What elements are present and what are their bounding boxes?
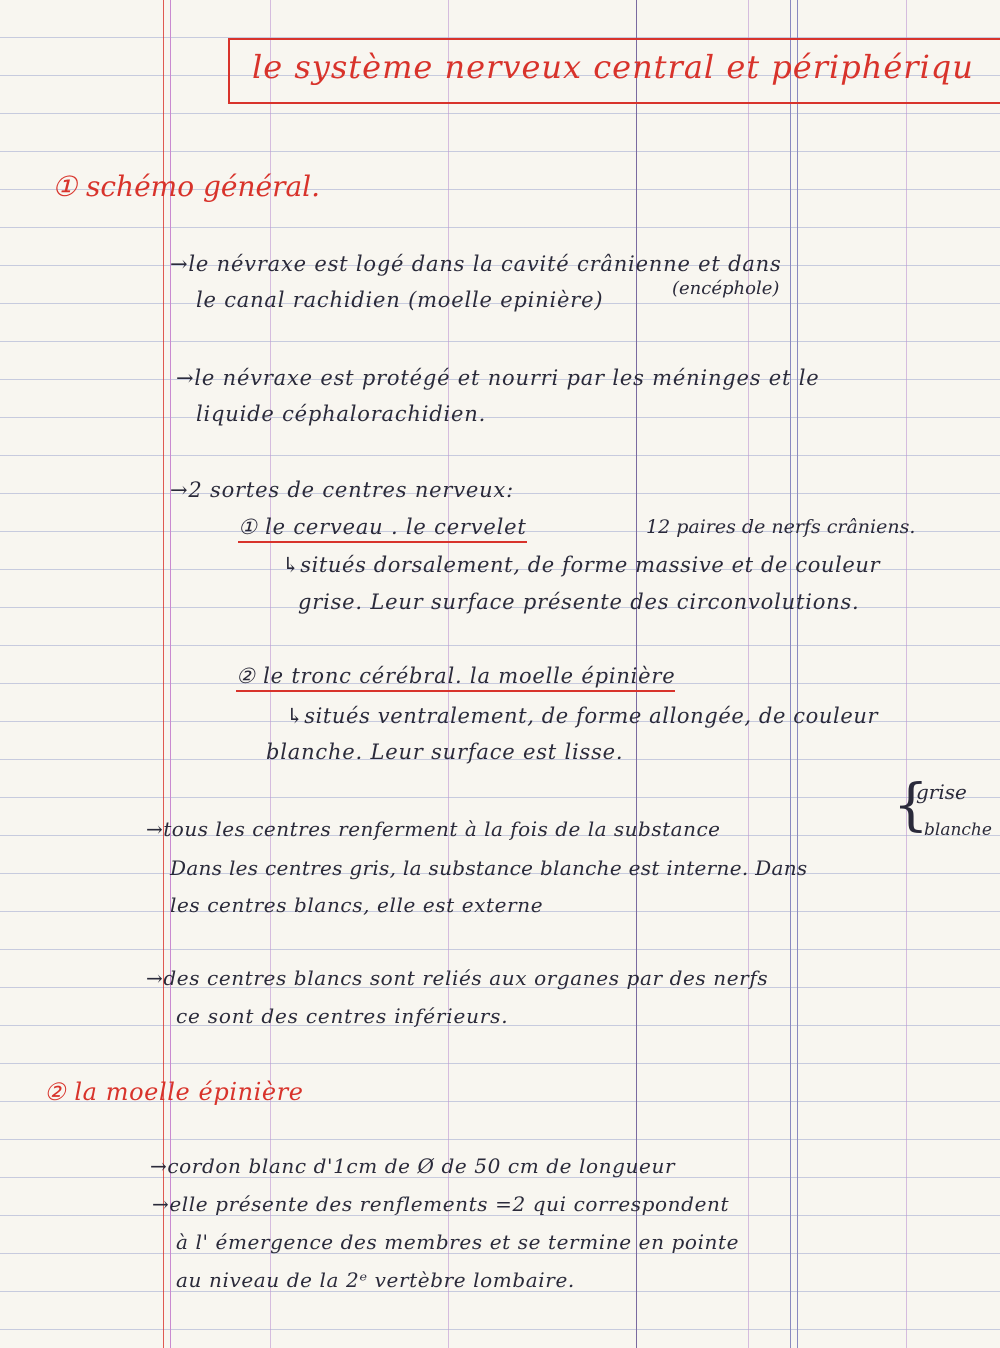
note-line: ↳situés dorsalement, de forme massive et de couleur <box>282 553 881 577</box>
page-title: le système nerveux central et périphériqu <box>252 48 974 86</box>
section-heading-2: ② la moelle épinière <box>44 1078 304 1106</box>
note-line: 12 paires de nerfs crâniens. <box>646 516 916 538</box>
section-heading-1: ① schémo général. <box>52 170 320 203</box>
ruling-line <box>790 0 791 1348</box>
note-line: →elle présente des renflements =2 qui correspondent <box>152 1192 730 1216</box>
note-annotation: (encéphole) <box>672 278 780 299</box>
note-line: Dans les centres gris, la substance blanche est interne. Dans <box>170 856 808 880</box>
note-line: blanche. Leur surface est lisse. <box>266 740 624 764</box>
ruling-line <box>748 0 749 1348</box>
note-line: les centres blancs, elle est externe <box>170 893 544 917</box>
note-line: ↳situés ventralement, de forme allongée, de couleur <box>286 704 879 728</box>
note-line: blanche <box>924 820 992 840</box>
note-line: à l' émergence des membres et se termine en pointe <box>176 1230 740 1254</box>
ruling-line <box>906 0 907 1348</box>
brace-symbol: { <box>893 773 929 838</box>
note-line: au niveau de la 2ᵉ vertèbre lombaire. <box>176 1268 575 1292</box>
note-line: →le névraxe est logé dans la cavité crânienne et dans <box>170 252 782 276</box>
note-line: grise <box>916 780 967 804</box>
note-line: →cordon blanc d'1cm de Ø de 50 cm de longueur <box>150 1154 676 1178</box>
note-line: →le névraxe est protégé et nourri par les méninges et le <box>176 366 820 390</box>
note-line: →tous les centres renferment à la fois de la substance <box>146 817 721 841</box>
note-line: →2 sortes de centres nerveux: <box>170 478 514 502</box>
note-line: grise. Leur surface présente des circonvolutions. <box>298 590 860 614</box>
note-line: ce sont des centres inférieurs. <box>176 1004 509 1028</box>
note-line: le canal rachidien (moelle epinière) <box>196 288 604 312</box>
note-line-underlined: ① le cerveau . le cervelet <box>238 515 527 543</box>
note-line: →des centres blancs sont reliés aux organes par des nerfs <box>146 966 769 990</box>
note-line: liquide céphalorachidien. <box>196 402 487 426</box>
ruling-line <box>797 0 798 1348</box>
note-line-underlined: ② le tronc cérébral. la moelle épinière <box>236 664 675 692</box>
title-box <box>228 38 1000 104</box>
